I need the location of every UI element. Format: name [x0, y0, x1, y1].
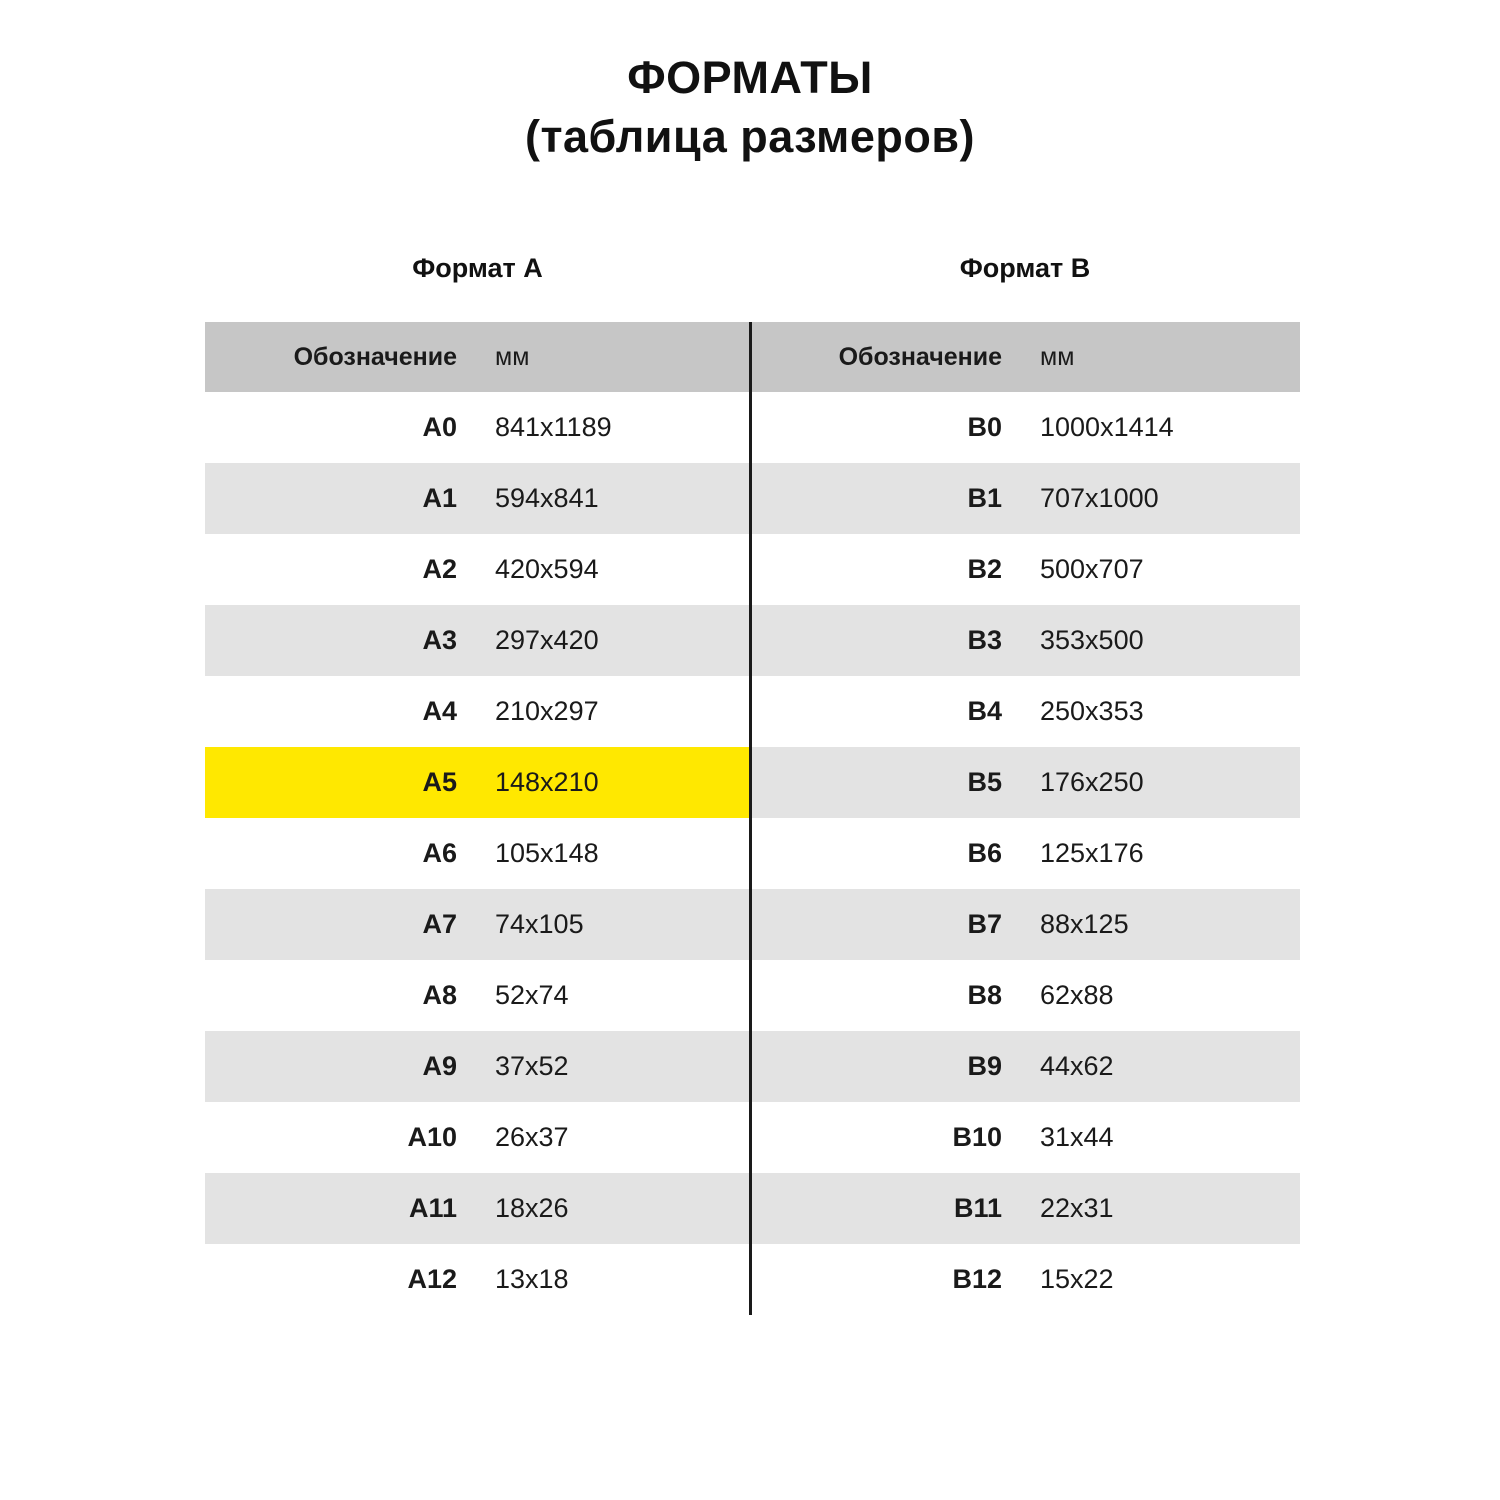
cell-b-code: B2	[750, 534, 1022, 605]
cell-a-code: A10	[205, 1102, 477, 1173]
cell-a-mm: 594x841	[477, 463, 750, 534]
table-head	[205, 228, 1300, 392]
cell-a-code: A9	[205, 1031, 477, 1102]
cell-b-mm: 62x88	[1022, 960, 1300, 1031]
cell-a-mm: 297x420	[477, 605, 750, 676]
cell-a-code: A7	[205, 889, 477, 960]
column-header-b-mm: мм	[1022, 322, 1300, 392]
table-row	[205, 463, 1300, 534]
table-row	[205, 1173, 1300, 1244]
table-row	[205, 747, 1300, 818]
column-header-a-code: Обозначение	[205, 322, 477, 392]
cell-a-mm: 18x26	[477, 1173, 750, 1244]
cell-b-code: B10	[750, 1102, 1022, 1173]
table-row	[205, 889, 1300, 960]
cell-a-mm: 105x148	[477, 818, 750, 889]
group-header-b: Формат B	[959, 253, 1091, 283]
cell-b-code: B4	[750, 676, 1022, 747]
cell-b-mm: 88x125	[1022, 889, 1300, 960]
table-row	[205, 534, 1300, 605]
cell-b-mm: 31x44	[1022, 1102, 1300, 1173]
cell-b-code: B8	[750, 960, 1022, 1031]
cell-a-code: A0	[205, 392, 477, 463]
group-header-a: Формат A	[412, 253, 543, 283]
cell-a-code: A1	[205, 463, 477, 534]
cell-b-code: B1	[750, 463, 1022, 534]
table-row	[205, 1244, 1300, 1315]
cell-a-mm: 37x52	[477, 1031, 750, 1102]
cell-a-mm: 420x594	[477, 534, 750, 605]
cell-b-code: B9	[750, 1031, 1022, 1102]
cell-b-mm: 707x1000	[1022, 463, 1300, 534]
cell-b-mm: 15x22	[1022, 1244, 1300, 1315]
column-header-row	[205, 322, 1300, 392]
cell-b-code: B7	[750, 889, 1022, 960]
cell-a-code: A2	[205, 534, 477, 605]
cell-b-mm: 500x707	[1022, 534, 1300, 605]
cell-a-mm: 210x297	[477, 676, 750, 747]
table-row	[205, 960, 1300, 1031]
cell-a-mm: 841x1189	[477, 392, 750, 463]
cell-b-code: B12	[750, 1244, 1022, 1315]
cell-a-mm: 26x37	[477, 1102, 750, 1173]
cell-b-mm: 176x250	[1022, 747, 1300, 818]
table-row	[205, 1102, 1300, 1173]
column-header-a-mm: мм	[477, 322, 750, 392]
cell-a-mm: 148x210	[477, 747, 750, 818]
cell-b-code: B6	[750, 818, 1022, 889]
table-body	[205, 392, 1300, 1315]
cell-b-code: B3	[750, 605, 1022, 676]
column-header-b-code: Обозначение	[750, 322, 1022, 392]
table-row	[205, 392, 1300, 463]
cell-b-mm: 250x353	[1022, 676, 1300, 747]
cell-a-code: A4	[205, 676, 477, 747]
page-title-line-2: (таблица размеров)	[525, 111, 975, 163]
cell-a-code: A12	[205, 1244, 477, 1315]
cell-a-code: A3	[205, 605, 477, 676]
table-row	[205, 676, 1300, 747]
table-row	[205, 1031, 1300, 1102]
table-row	[205, 818, 1300, 889]
cell-b-mm: 44x62	[1022, 1031, 1300, 1102]
table-row	[205, 605, 1300, 676]
formats-table	[205, 228, 1300, 1315]
group-header-row	[205, 228, 1300, 322]
cell-b-mm: 353x500	[1022, 605, 1300, 676]
cell-b-code: B5	[750, 747, 1022, 818]
cell-b-mm: 1000x1414	[1022, 392, 1300, 463]
cell-a-code: A11	[205, 1173, 477, 1244]
formats-table-wrapper	[205, 228, 1300, 1315]
page-title	[0, 0, 1500, 167]
cell-a-mm: 52x74	[477, 960, 750, 1031]
cell-b-code: B11	[750, 1173, 1022, 1244]
cell-b-code: B0	[750, 392, 1022, 463]
cell-a-code: A8	[205, 960, 477, 1031]
page-title-line-1: ФОРМАТЫ	[627, 52, 873, 103]
cell-a-code: A5	[205, 747, 477, 818]
cell-b-mm: 125x176	[1022, 818, 1300, 889]
cell-a-mm: 74x105	[477, 889, 750, 960]
cell-a-mm: 13x18	[477, 1244, 750, 1315]
cell-a-code: A6	[205, 818, 477, 889]
cell-b-mm: 22x31	[1022, 1173, 1300, 1244]
